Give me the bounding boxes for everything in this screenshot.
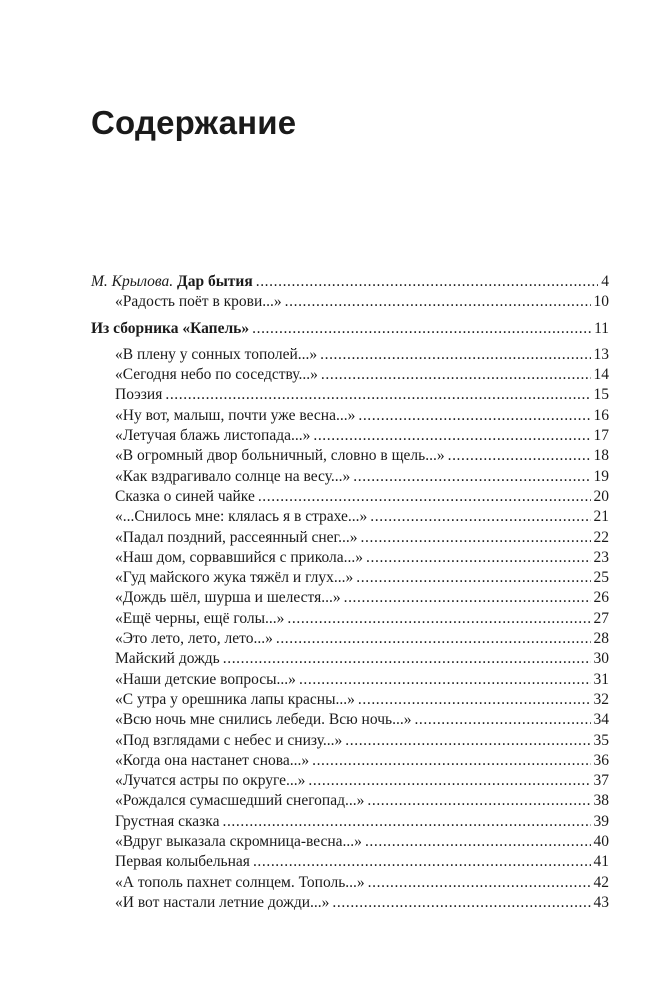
toc-entry-title: «Под взглядами с небес и снизу...» (115, 731, 343, 749)
dot-leader (358, 406, 590, 426)
toc-entry-page: 10 (593, 293, 609, 311)
dot-leader (365, 832, 591, 852)
toc-entry-page: 36 (593, 751, 609, 769)
toc-entry-title: «Это лето, лето, лето...» (115, 630, 273, 648)
toc-entry (91, 272, 609, 292)
dot-leader (299, 670, 591, 690)
toc-entry (91, 467, 609, 487)
toc-entry-title-text: Дар бытия (177, 273, 253, 290)
toc-entry-title: «Наш дом, сорвавшийся с прикола...» (115, 548, 364, 566)
toc-entry-title (91, 272, 253, 292)
toc-entry-title: «...Снилось мне: клялась я в страхе...» (115, 508, 368, 526)
toc-entry-page: 26 (593, 589, 609, 607)
toc-entry-page: 4 (601, 273, 609, 290)
toc-entry-title: «Дождь шёл, шурша и шелестя...» (115, 589, 341, 607)
toc-entry-page: 13 (593, 345, 609, 363)
toc-entry-title: «Летучая блажь листопада...» (115, 427, 311, 445)
dot-leader (332, 893, 590, 913)
toc-entry-title: Из сборника «Капель» (91, 319, 250, 337)
toc-entry-title: «Ну вот, малыш, почти уже весна...» (115, 406, 356, 424)
toc-entry (91, 771, 609, 791)
toc-entry (91, 507, 609, 527)
toc-entry-title: «Радость поёт в крови...» (115, 293, 282, 311)
toc-entry-title: Майский дождь (115, 650, 220, 668)
dot-leader (356, 568, 590, 588)
toc-entry-title: «В плену у сонных тополей...» (115, 345, 318, 363)
dot-leader (252, 319, 591, 339)
toc-entry-title: «Вдруг выказала скромница-весна...» (115, 833, 362, 851)
dot-leader (345, 731, 590, 751)
toc-entry-page: 41 (593, 853, 609, 871)
toc-entry-page: 11 (594, 319, 609, 337)
toc-entry (91, 791, 609, 811)
toc-entry (91, 690, 609, 710)
dot-leader (320, 345, 590, 365)
toc-entry-page: 20 (593, 487, 609, 505)
dot-leader (253, 852, 591, 872)
toc-entry-title: «Как вздрагивало солнце на весу...» (115, 467, 351, 485)
dot-leader (368, 873, 591, 893)
toc-entry (91, 710, 609, 730)
toc-entry-page: 18 (593, 447, 609, 465)
toc-entry-page: 15 (593, 386, 609, 404)
toc-entry (91, 852, 609, 872)
dot-leader (344, 588, 591, 608)
table-of-contents (91, 272, 609, 913)
toc-entry-title: «Лучатся астры по округе...» (115, 772, 306, 790)
toc-entry-title: «В огромный двор больничный, словно в щель...» (115, 447, 445, 465)
toc-entry-page: 25 (593, 569, 609, 587)
toc-entry-page: 28 (593, 630, 609, 648)
dot-leader (222, 812, 590, 832)
toc-section-entry (91, 319, 609, 339)
toc-entry-title: «Падал поздний, рассеянный снег...» (115, 528, 358, 546)
toc-entry-title: Поэзия (115, 386, 163, 404)
dot-leader (276, 629, 591, 649)
toc-entry-author: М. Крылова. (91, 273, 174, 290)
toc-entry-title: «Гуд майского жука тяжёл и глух...» (115, 569, 354, 587)
toc-entry-title: «Ещё черны, ещё голы...» (115, 609, 285, 627)
dot-leader (448, 446, 591, 466)
toc-entry (91, 548, 609, 568)
toc-entry (91, 588, 609, 608)
dot-leader (366, 548, 590, 568)
toc-entry-page: 31 (593, 670, 609, 688)
toc-entry-page: 40 (593, 833, 609, 851)
page-title: Содержание (91, 104, 297, 141)
toc-entry (91, 731, 609, 751)
toc-entry-page: 42 (593, 873, 609, 891)
toc-entry-page: 39 (593, 812, 609, 830)
toc-entry-title: «И вот настали летние дожди...» (115, 893, 330, 911)
toc-entry (91, 812, 609, 832)
toc-entry-page: 35 (593, 731, 609, 749)
dot-leader (256, 272, 599, 292)
toc-entry-page: 14 (593, 366, 609, 384)
toc-entry-page: 27 (593, 609, 609, 627)
toc-entry (91, 670, 609, 690)
toc-entry-page: 21 (593, 508, 609, 526)
toc-entry (91, 365, 609, 385)
toc-entry (91, 406, 609, 426)
toc-entry (91, 426, 609, 446)
toc-entry (91, 385, 609, 405)
toc-entry-title: «А тополь пахнет солнцем. Тополь...» (115, 873, 365, 891)
dot-leader (370, 507, 590, 527)
toc-entry-page: 38 (593, 792, 609, 810)
toc-entry (91, 751, 609, 771)
toc-entry-page: 30 (593, 650, 609, 668)
toc-entry (91, 629, 609, 649)
toc-entry-page: 16 (593, 406, 609, 424)
toc-entry-title: «Всю ночь мне снились лебеди. Всю ночь...» (115, 711, 412, 729)
toc-entry (91, 873, 609, 893)
toc-entry (91, 446, 609, 466)
toc-entry-page: 22 (593, 528, 609, 546)
dot-leader (367, 791, 590, 811)
toc-entry-page: 37 (593, 772, 609, 790)
toc-entry-title: «Сегодня небо по соседству...» (115, 366, 318, 384)
toc-entry (91, 893, 609, 913)
toc-entry-title: «Когда она настанет снова...» (115, 751, 310, 769)
toc-entry-page: 17 (593, 427, 609, 445)
toc-entry-page: 32 (593, 690, 609, 708)
toc-entry-title: Грустная сказка (115, 812, 220, 830)
toc-entry-page: 23 (593, 548, 609, 566)
dot-leader (321, 365, 591, 385)
dot-leader (223, 649, 591, 669)
dot-leader (414, 710, 590, 730)
toc-entry-page: 34 (593, 711, 609, 729)
toc-entry-title: «С утра у орешника лапы красны...» (115, 690, 355, 708)
toc-entry (91, 649, 609, 669)
dot-leader (358, 690, 591, 710)
toc-entry (91, 528, 609, 548)
dot-leader (285, 292, 591, 312)
toc-entry-title: «Наши детские вопросы...» (115, 670, 296, 688)
dot-leader (313, 426, 590, 446)
toc-entry-page: 19 (593, 467, 609, 485)
toc-entry-page: 43 (593, 893, 609, 911)
toc-entry (91, 832, 609, 852)
dot-leader (361, 528, 591, 548)
toc-entry-title: Сказка о синей чайке (115, 487, 255, 505)
toc-entry (91, 487, 609, 507)
toc-entry (91, 292, 609, 312)
dot-leader (258, 487, 591, 507)
toc-entry (91, 609, 609, 629)
toc-entry-title: «Рождался сумасшедший снегопад...» (115, 792, 365, 810)
dot-leader (312, 751, 590, 771)
dot-leader (165, 385, 590, 405)
toc-entry (91, 568, 609, 588)
toc-entry-title: Первая колыбельная (115, 853, 250, 871)
dot-leader (353, 467, 590, 487)
dot-leader (308, 771, 590, 791)
dot-leader (287, 609, 590, 629)
toc-entry (91, 345, 609, 365)
